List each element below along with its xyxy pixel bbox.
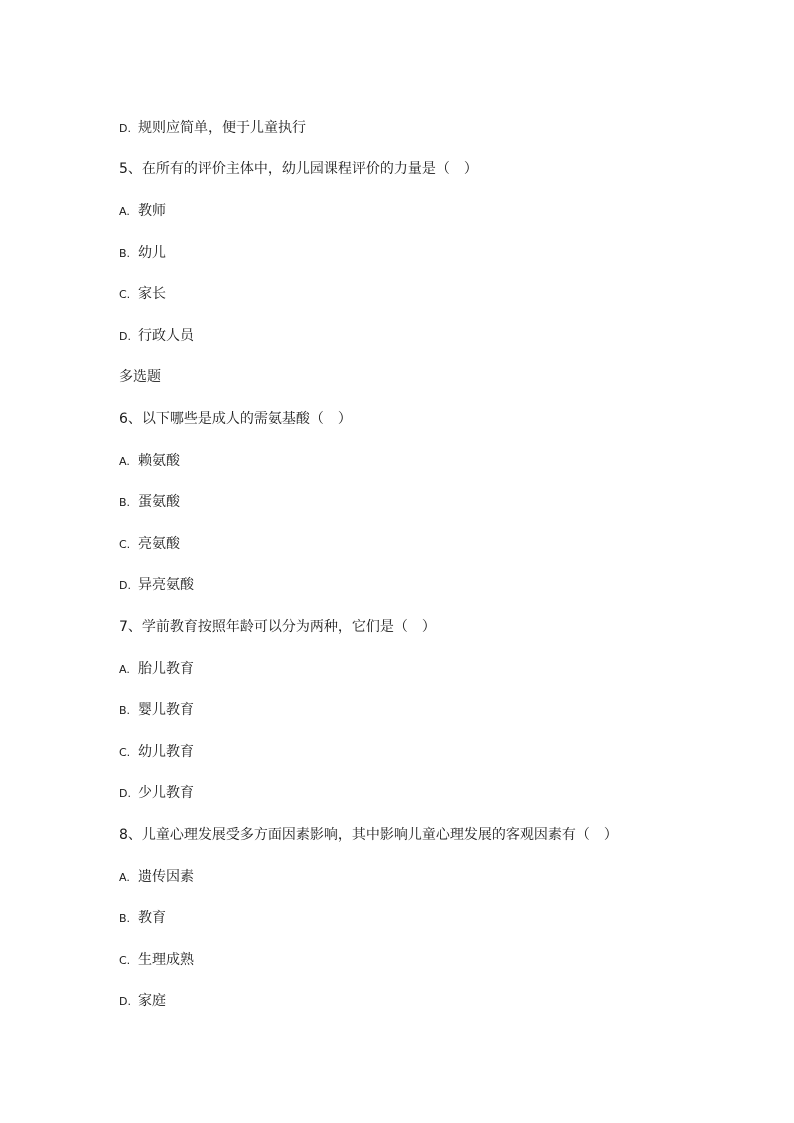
option-text: 遗传因素 — [138, 869, 194, 885]
option-q5-a — [119, 202, 166, 221]
option-letter: A. — [119, 205, 130, 218]
option-q4-d — [119, 119, 306, 138]
option-q6-a — [119, 452, 180, 471]
option-text: 生理成熟 — [138, 952, 194, 968]
option-letter: C. — [119, 288, 131, 301]
option-text: 胎儿教育 — [138, 661, 194, 677]
option-text: 幼儿 — [138, 245, 166, 261]
option-text: 亮氨酸 — [138, 536, 180, 552]
option-letter: D. — [119, 787, 131, 800]
option-letter: C. — [119, 954, 131, 967]
option-q5-b — [119, 244, 166, 263]
option-letter: D. — [119, 579, 131, 592]
option-q6-b — [119, 493, 180, 512]
option-text: 幼儿教育 — [138, 744, 194, 760]
option-q7-d — [119, 784, 194, 803]
option-q8-d — [119, 992, 166, 1011]
option-letter: D. — [119, 995, 131, 1008]
question-6: 6、以下哪些是成人的需氨基酸（ ） — [119, 411, 352, 427]
option-text: 规则应简单，便于儿童执行 — [138, 120, 306, 136]
option-text: 行政人员 — [138, 328, 194, 344]
option-text: 教师 — [138, 203, 166, 219]
option-text: 蛋氨酸 — [138, 494, 180, 510]
option-letter: B. — [119, 496, 131, 509]
option-text: 教育 — [138, 910, 166, 926]
option-letter: C. — [119, 746, 131, 759]
option-letter: B. — [119, 912, 131, 925]
question-5: 5、在所有的评价主体中，幼儿园课程评价的力量是（ ） — [119, 161, 478, 177]
option-letter: A. — [119, 455, 130, 468]
option-letter: B. — [119, 247, 131, 260]
option-q7-b — [119, 701, 194, 720]
option-letter: A. — [119, 871, 130, 884]
option-q7-a — [119, 660, 194, 679]
section-heading-multiple-choice: 多选题 — [119, 369, 161, 385]
option-text: 家长 — [138, 286, 166, 302]
option-letter: B. — [119, 704, 131, 717]
option-text: 婴儿教育 — [138, 702, 194, 718]
option-letter: A. — [119, 663, 130, 676]
question-8: 8、儿童心理发展受多方面因素影响，其中影响儿童心理发展的客观因素有（ ） — [119, 827, 618, 843]
option-q7-c — [119, 743, 194, 762]
option-text: 异亮氨酸 — [138, 577, 194, 593]
option-text: 家庭 — [138, 993, 166, 1009]
option-letter: D. — [119, 122, 131, 135]
question-7: 7、学前教育按照年龄可以分为两种，它们是（ ） — [119, 619, 436, 635]
option-letter: C. — [119, 538, 131, 551]
option-q8-a — [119, 868, 194, 887]
option-q8-c — [119, 951, 194, 970]
option-text: 赖氨酸 — [138, 453, 180, 469]
option-q6-c — [119, 535, 180, 554]
option-q5-d — [119, 327, 194, 346]
option-letter: D. — [119, 330, 131, 343]
option-text: 少儿教育 — [138, 785, 194, 801]
option-q6-d — [119, 576, 194, 595]
option-q8-b — [119, 909, 166, 928]
option-q5-c — [119, 285, 166, 304]
